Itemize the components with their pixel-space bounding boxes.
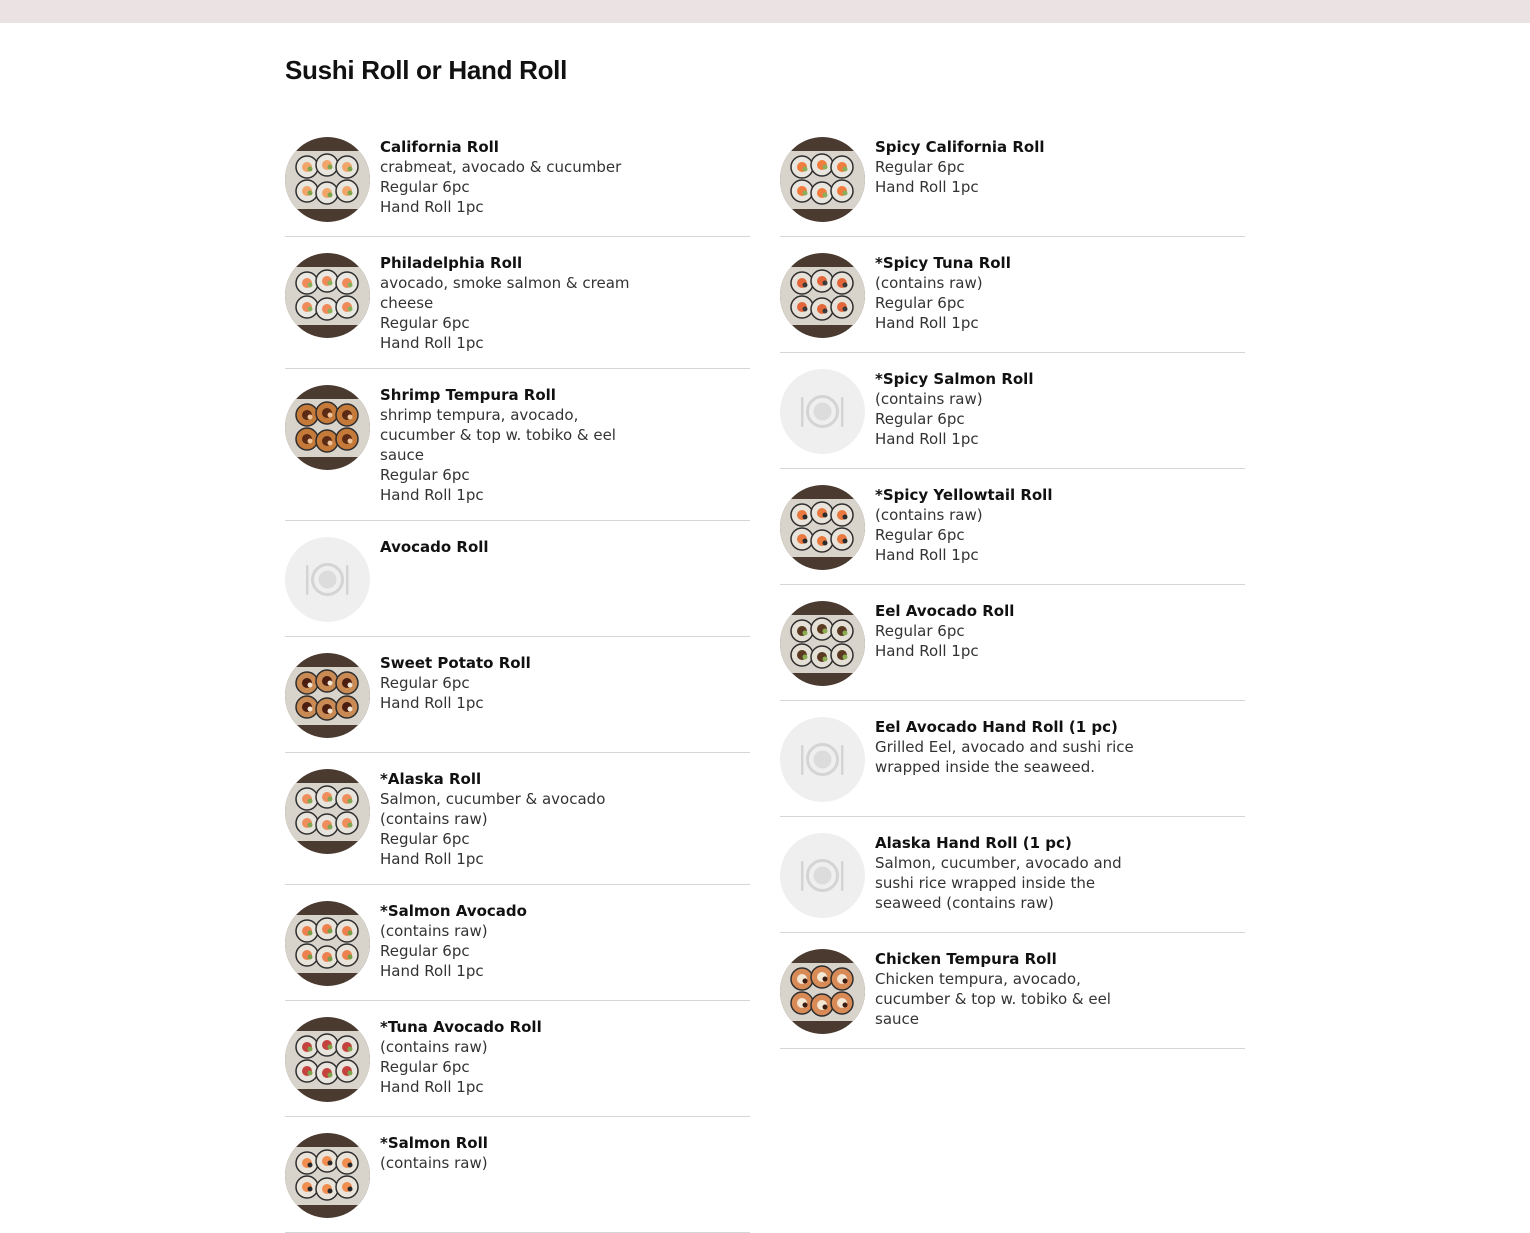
item-detail: avocado, smoke salmon & cream cheese	[380, 274, 630, 312]
top-bar	[0, 0, 1530, 23]
menu-item[interactable]	[285, 637, 750, 753]
item-detail: Regular 6pc	[875, 526, 965, 544]
item-name[interactable]: *Tuna Avocado Roll	[380, 1018, 542, 1036]
item-detail: Hand Roll 1pc	[380, 694, 484, 712]
sushi-photo	[285, 1133, 370, 1218]
menu-item[interactable]	[285, 753, 750, 885]
item-detail: (contains raw)	[875, 274, 983, 292]
item-detail: Hand Roll 1pc	[380, 486, 484, 504]
item-detail: crabmeat, avocado & cucumber	[380, 158, 622, 176]
sushi-photo	[285, 137, 370, 222]
item-detail: Hand Roll 1pc	[380, 962, 484, 980]
sushi-photo	[285, 385, 370, 470]
sushi-photo	[285, 901, 370, 986]
sushi-photo	[285, 769, 370, 854]
item-photo	[780, 485, 865, 570]
item-name[interactable]: Avocado Roll	[380, 538, 489, 556]
item-detail: (contains raw)	[875, 506, 983, 524]
item-detail: Hand Roll 1pc	[875, 430, 979, 448]
menu-item[interactable]	[780, 701, 1245, 817]
item-detail: Regular 6pc	[380, 178, 470, 196]
plate-icon	[780, 369, 865, 454]
item-photo	[285, 1017, 370, 1102]
item-detail: (contains raw)	[380, 1154, 488, 1172]
item-photo	[285, 653, 370, 738]
item-name[interactable]: Philadelphia Roll	[380, 254, 523, 272]
menu-item[interactable]	[780, 469, 1245, 585]
item-name[interactable]: Spicy California Roll	[875, 138, 1045, 156]
item-detail: Hand Roll 1pc	[380, 198, 484, 216]
menu-item[interactable]	[780, 933, 1245, 1049]
plate-icon	[780, 833, 865, 918]
sushi-photo	[780, 601, 865, 686]
sushi-photo	[285, 253, 370, 338]
sushi-photo	[780, 137, 865, 222]
sushi-photo	[780, 485, 865, 570]
item-detail: Hand Roll 1pc	[380, 1078, 484, 1096]
item-photo	[780, 253, 865, 338]
item-detail: Hand Roll 1pc	[875, 546, 979, 564]
item-name[interactable]: *Salmon Roll	[380, 1134, 488, 1152]
placeholder-image	[285, 537, 370, 622]
item-detail: Salmon, cucumber, avocado and sushi rice wrapped inside the seaweed (contains raw)	[875, 854, 1122, 912]
menu-item[interactable]	[285, 121, 750, 237]
item-detail: Chicken tempura, avocado, cucumber & top w. tobiko & eel sauce	[875, 970, 1111, 1028]
item-name[interactable]: *Alaska Roll	[380, 770, 482, 788]
menu-item[interactable]	[780, 817, 1245, 933]
item-detail: shrimp tempura, avocado, cucumber & top w. tobiko & eel sauce	[380, 406, 616, 464]
item-photo	[780, 601, 865, 686]
section-title: Sushi Roll or Hand Roll	[285, 55, 567, 85]
plate-icon	[285, 537, 370, 622]
item-detail: Hand Roll 1pc	[875, 314, 979, 332]
item-photo	[780, 949, 865, 1034]
menu-item[interactable]	[285, 1001, 750, 1117]
menu-item[interactable]	[285, 1117, 750, 1233]
item-detail: (contains raw)	[380, 1038, 488, 1056]
menu-item[interactable]	[780, 237, 1245, 353]
item-photo	[780, 137, 865, 222]
item-photo	[285, 385, 370, 470]
item-detail: Regular 6pc	[380, 830, 470, 848]
sushi-photo	[780, 949, 865, 1034]
item-detail: Regular 6pc	[380, 466, 470, 484]
item-detail: Regular 6pc	[380, 1058, 470, 1076]
menu-column-right	[780, 121, 1245, 1049]
item-photo	[285, 901, 370, 986]
item-name[interactable]: Alaska Hand Roll (1 pc)	[875, 834, 1072, 852]
item-photo	[285, 253, 370, 338]
menu-item[interactable]	[285, 521, 750, 637]
menu-item[interactable]	[285, 369, 750, 521]
menu-item[interactable]	[780, 353, 1245, 469]
item-detail: Hand Roll 1pc	[875, 178, 979, 196]
item-name[interactable]: Chicken Tempura Roll	[875, 950, 1057, 968]
item-name[interactable]: *Salmon Avocado	[380, 902, 527, 920]
item-detail: Hand Roll 1pc	[875, 642, 979, 660]
item-detail: Regular 6pc	[875, 294, 965, 312]
item-detail: Regular 6pc	[875, 158, 965, 176]
menu-item[interactable]	[285, 885, 750, 1001]
item-name[interactable]: *Spicy Salmon Roll	[875, 370, 1034, 388]
item-name[interactable]: Shrimp Tempura Roll	[380, 386, 556, 404]
placeholder-image	[780, 833, 865, 918]
sushi-photo	[285, 653, 370, 738]
item-name[interactable]: Sweet Potato Roll	[380, 654, 531, 672]
item-photo	[285, 1133, 370, 1218]
item-detail: Salmon, cucumber & avocado (contains raw)	[380, 790, 606, 828]
item-detail: Regular 6pc	[380, 674, 470, 692]
item-detail: Hand Roll 1pc	[380, 850, 484, 868]
item-detail: Grilled Eel, avocado and sushi rice wrapped inside the seaweed.	[875, 738, 1134, 776]
item-photo	[285, 137, 370, 222]
sushi-photo	[780, 253, 865, 338]
placeholder-image	[780, 717, 865, 802]
item-photo	[285, 769, 370, 854]
item-name[interactable]: *Spicy Tuna Roll	[875, 254, 1011, 272]
item-name[interactable]: Eel Avocado Hand Roll (1 pc)	[875, 718, 1118, 736]
item-name[interactable]: Eel Avocado Roll	[875, 602, 1015, 620]
item-name[interactable]: *Spicy Yellowtail Roll	[875, 486, 1053, 504]
item-detail: Regular 6pc	[380, 314, 470, 332]
menu-item[interactable]	[285, 237, 750, 369]
menu-item[interactable]	[780, 121, 1245, 237]
menu-column-left	[285, 121, 750, 1233]
item-detail: Regular 6pc	[875, 410, 965, 428]
plate-icon	[780, 717, 865, 802]
item-detail: Hand Roll 1pc	[380, 334, 484, 352]
item-detail: (contains raw)	[380, 922, 488, 940]
item-detail: (contains raw)	[875, 390, 983, 408]
item-detail: Regular 6pc	[875, 622, 965, 640]
menu-item[interactable]	[780, 585, 1245, 701]
placeholder-image	[780, 369, 865, 454]
item-detail: Regular 6pc	[380, 942, 470, 960]
sushi-photo	[285, 1017, 370, 1102]
item-name[interactable]: California Roll	[380, 138, 499, 156]
